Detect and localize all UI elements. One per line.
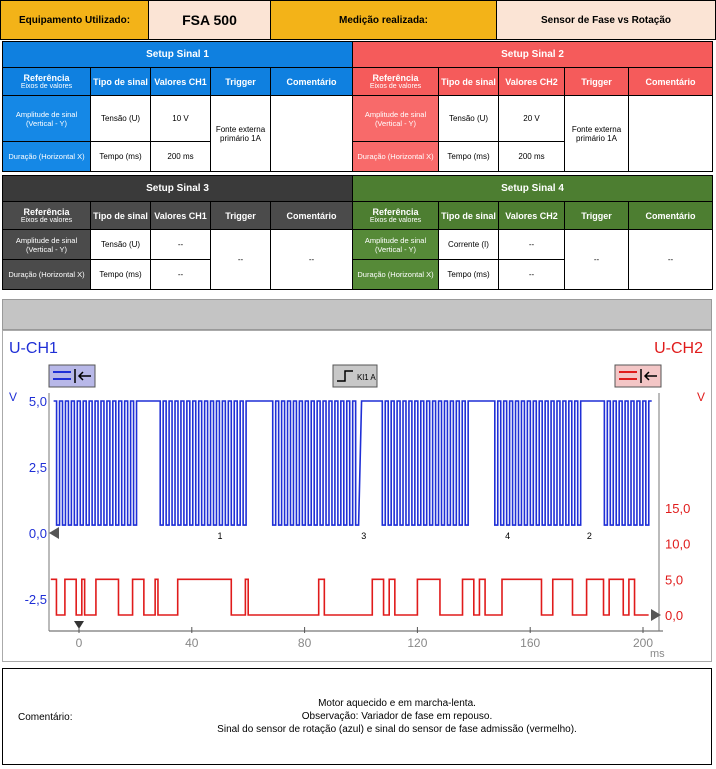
x-tick-label: 40	[185, 636, 199, 650]
x-tick-label: 0	[75, 636, 83, 650]
amplitude-type: Tensão (U)	[91, 96, 151, 142]
comment-value	[629, 96, 713, 172]
col-trigger: Trigger	[565, 68, 629, 96]
ch1-unit: V	[9, 390, 18, 404]
col-trigger: Trigger	[565, 202, 629, 230]
duration-value: 200 ms	[151, 142, 211, 172]
amplitude-type: Tensão (U)	[91, 230, 151, 260]
y-left-tick-label: 5,0	[28, 394, 47, 409]
row-duration-label: Duração (Horizontal X)	[3, 260, 91, 290]
col-reference: Referência Eixos de valores	[353, 68, 439, 96]
equipment-label: Equipamento Utilizado:	[1, 1, 149, 39]
duration-type: Tempo (ms)	[439, 260, 499, 290]
duration-value: --	[499, 260, 565, 290]
row-amplitude-label: Amplitude de sinal (Vertical - Y)	[3, 230, 91, 260]
row-amplitude-label: Amplitude de sinal (Vertical - Y)	[3, 96, 91, 142]
col-comment: Comentário	[271, 68, 353, 96]
amplitude-type: Corrente (I)	[439, 230, 499, 260]
amplitude-value: 10 V	[151, 96, 211, 142]
y-left-tick-label: -2,5	[24, 592, 47, 607]
row-duration-label: Duração (Horizontal X)	[3, 142, 91, 172]
header-bar	[0, 0, 716, 40]
x-tick-label: 120	[407, 636, 428, 650]
y-right-tick-label: 10,0	[665, 536, 691, 552]
x-tick-label: 200	[632, 636, 654, 650]
trigger-value: --	[211, 230, 271, 290]
comment-section	[2, 668, 712, 765]
ch2-unit: V	[696, 390, 705, 404]
separator-band	[2, 299, 712, 330]
col-values: Valores CH1	[151, 68, 211, 96]
duration-type: Tempo (ms)	[91, 142, 151, 172]
y-left-tick-label: 2,5	[28, 460, 47, 475]
ch2-zoom-icon[interactable]	[615, 365, 661, 387]
duration-value: --	[151, 260, 211, 290]
x-tick-label: 80	[297, 636, 312, 650]
cylinder-marker: 1	[217, 531, 223, 541]
cylinder-marker: 3	[361, 531, 367, 541]
setup-title: Setup Sinal 1	[3, 42, 353, 68]
duration-type: Tempo (ms)	[439, 142, 499, 172]
comment-label: Comentário:	[18, 712, 73, 723]
oscilloscope-chart	[3, 331, 711, 661]
setup-table-2	[352, 41, 713, 172]
row-amplitude-label: Amplitude de sinal (Vertical - Y)	[353, 230, 439, 260]
col-values: Valores CH1	[151, 202, 211, 230]
col-trigger: Trigger	[211, 68, 271, 96]
col-values: Valores CH2	[499, 202, 565, 230]
trigger-value: Fonte externa primário 1A	[211, 96, 271, 172]
x-unit: ms	[650, 648, 665, 660]
setup-title: Setup Sinal 2	[353, 42, 713, 68]
setup-table-1	[2, 41, 353, 172]
col-comment: Comentário	[629, 202, 713, 230]
cylinder-marker: 4	[505, 531, 511, 541]
amplitude-value: --	[499, 230, 565, 260]
duration-type: Tempo (ms)	[91, 260, 151, 290]
trigger-value: --	[565, 230, 629, 290]
setup-title: Setup Sinal 4	[353, 176, 713, 202]
equipment-value: FSA 500	[149, 1, 271, 39]
row-amplitude-label: Amplitude de sinal (Vertical - Y)	[353, 96, 439, 142]
duration-value: 200 ms	[499, 142, 565, 172]
y-left-tick-label: 0,0	[28, 526, 47, 541]
ch2-label: U-CH2	[654, 340, 703, 357]
col-signal-type: Tipo de sinal	[91, 68, 151, 96]
comment-line-3: Sinal do sensor de rotação (azul) e sinal do sensor de fase admissão (vermelho).	[217, 724, 577, 735]
x-tick-label: 160	[520, 636, 541, 650]
comment-value	[271, 96, 353, 172]
trigger-icon[interactable]	[333, 365, 377, 387]
comment-value: --	[271, 230, 353, 290]
ch1-zoom-icon[interactable]	[49, 365, 95, 387]
measurement-label: Medição realizada:	[271, 1, 497, 39]
y-right-tick-label: 15,0	[665, 501, 691, 516]
col-values: Valores CH2	[499, 68, 565, 96]
oscilloscope-panel	[2, 330, 712, 662]
col-reference: Referência Eixos de valores	[353, 202, 439, 230]
col-reference: Referência Eixos de valores	[3, 202, 91, 230]
amplitude-type: Tensão (U)	[439, 96, 499, 142]
col-signal-type: Tipo de sinal	[439, 68, 499, 96]
y-right-tick-label: 0,0	[665, 608, 684, 623]
ch1-trace	[54, 401, 652, 525]
measurement-value: Sensor de Fase vs Rotação	[497, 1, 715, 39]
setup-table-4	[352, 175, 713, 290]
amplitude-value: --	[151, 230, 211, 260]
cylinder-marker: 2	[586, 531, 592, 541]
setup-title: Setup Sinal 3	[3, 176, 353, 202]
row-duration-label: Duração (Horizontal X)	[353, 260, 439, 290]
row-duration-label: Duração (Horizontal X)	[353, 142, 439, 172]
trigger-badge: Kl1 A	[357, 373, 376, 382]
ch1-label: U-CH1	[9, 340, 58, 357]
setup-table-3	[2, 175, 353, 290]
trigger-value: Fonte externa primário 1A	[565, 96, 629, 172]
col-comment: Comentário	[271, 202, 353, 230]
y-right-tick-label: 5,0	[665, 572, 684, 588]
col-signal-type: Tipo de sinal	[91, 202, 151, 230]
comment-line-1: Motor aquecido e em marcha-lenta.	[318, 698, 476, 709]
ch1-ground-marker-icon[interactable]	[49, 527, 59, 539]
ch2-trace	[51, 579, 649, 615]
comment-value: --	[629, 230, 713, 290]
comment-line-2: Observação: Variador de fase em repouso.	[301, 711, 493, 722]
col-comment: Comentário	[629, 68, 713, 96]
amplitude-value: 20 V	[499, 96, 565, 142]
comment-text	[113, 697, 681, 736]
col-trigger: Trigger	[211, 202, 271, 230]
col-signal-type: Tipo de sinal	[439, 202, 499, 230]
col-reference: Referência Eixos de valores	[3, 68, 91, 96]
